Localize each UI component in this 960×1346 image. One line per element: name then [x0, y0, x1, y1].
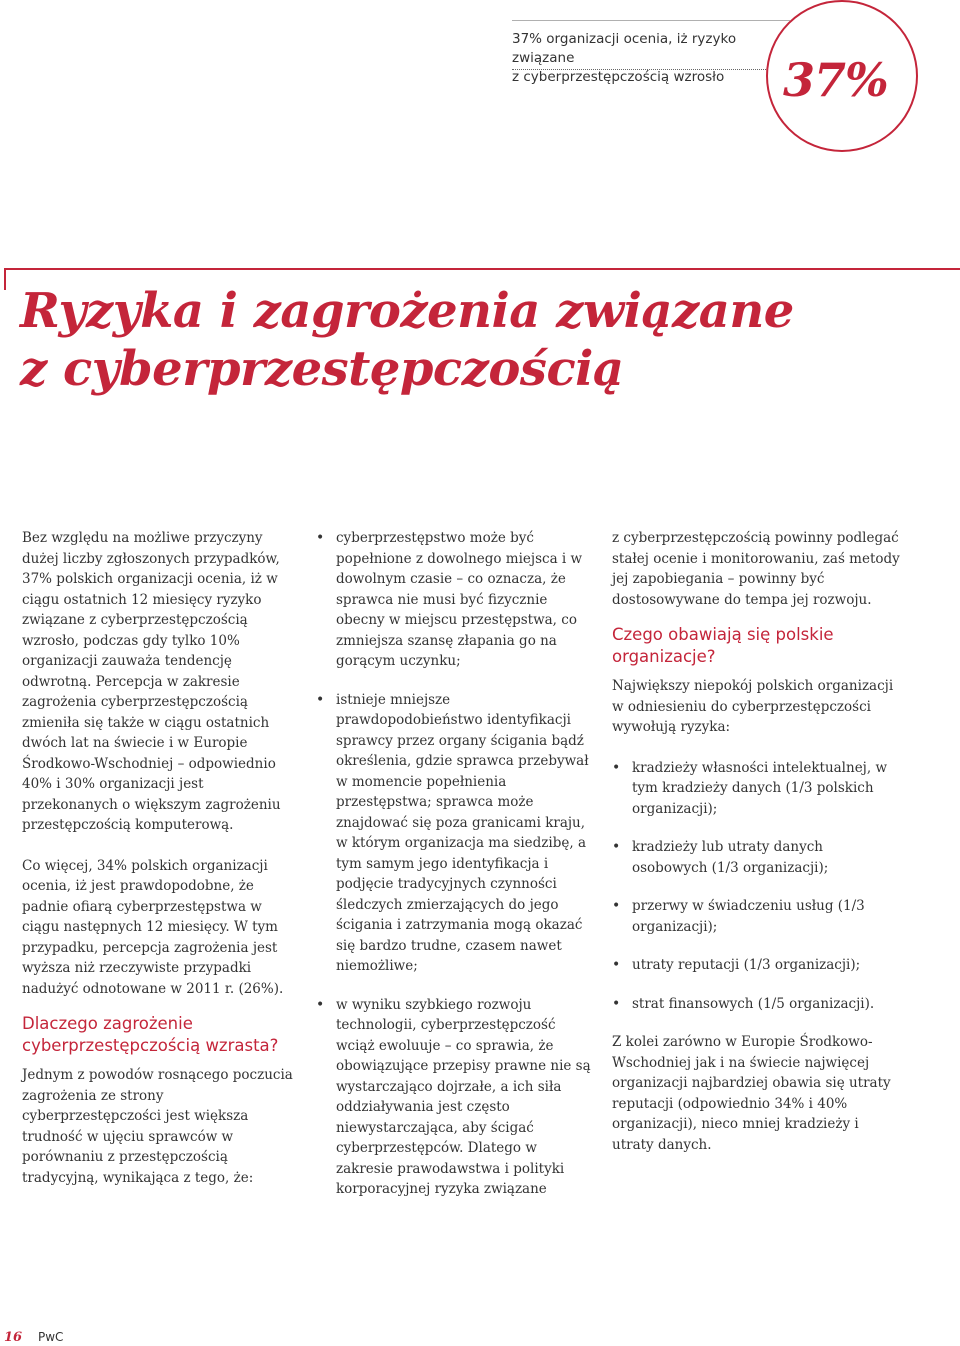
list-item: • cyberprzestępstwo może być popełnione z dowolnego miejsca i w dowolnym czasie – co oznacza, że sprawca nie musi być fizycznie obecny w miejscu przestępstwa, co zmniejsza szansę złapania go na gorącym uczynku; [316, 528, 592, 672]
paragraph: Z kolei zarówno w Europie Środkowo-Wschodniej jak i na świecie najwięcej organizacji najbardziej obawia się utraty reputacji (odpowiednio 34% i 40% organizacji), nieco mniej kradzieży i utraty danych. [612, 1034, 891, 1153]
paragraph: Jednym z powodów rosnącego poczucia zagrożenia ze strony cyberprzestępczości jest większa trudność w ujęciu sprawców w porównaniu z przestępczością tradycyjną, wynikająca z tego, że: [22, 1067, 293, 1186]
callout-dotted-leader [512, 69, 768, 70]
list-item: • w wyniku szybkiego rozwoju technologii, cyberprzestępczość wciąż ewoluuje – co sprawia, że obowiązujące przepisy prawne nie są wystarczająco dojrzałe, a ich siła oddziaływania jest często niewystarczająca, aby ścigać cyberprzestępców. Dlatego w zakresie prawodawstwa i polityki korporacyjnej ryzyka związane [316, 995, 592, 1200]
bullet-list [612, 758, 902, 1015]
list-item: • strat finansowych (1/5 organizacji). [612, 994, 902, 1015]
page-title [20, 282, 950, 398]
paragraph: Największy niepokój polskich organizacji w odniesieniu do cyberprzestępczości wywołują ryzyka: [612, 678, 894, 735]
page-number: 16 [4, 1330, 23, 1345]
bullet-list [316, 528, 592, 1200]
callout-rule [512, 20, 790, 21]
column-2 [316, 528, 592, 1218]
list-item: • przerwy w świadczeniu usług (1/3 organizacji); [612, 896, 902, 937]
paragraph: Bez względu na możliwe przyczyny dużej liczby zgłoszonych przypadków, 37% polskich organizacji ocenia, iż w ciągu ostatnich 12 miesięcy ryzyko związane z cyberprzestępczością wzrosło, podczas gdy tylko 10% organizacji zauważa tendencję odwrotną. Percepcja w zakresie zagrożenia cyberprzestępczością zmieniła się także w ciągu ostatnich dwóch lat na świecie i w Europie Środkowo-Wschodniej – odpowiednio 40% i 30% organizacji jest przekonanych o większym zagrożeniu przestępczością komputerową. [22, 530, 281, 833]
stat-value: 37% [783, 53, 888, 107]
paragraph: z cyberprzestępczością powinny podlegać stałej ocenie i monitorowaniu, zaś metody jej zapobiegania – powinny być dostosowywane do tempa jej rozwoju. [612, 530, 900, 608]
callout-text [512, 30, 782, 87]
section-heading: Dlaczego zagrożenie cyberprzestępczością wzrasta? [22, 1014, 279, 1055]
list-item: • istnieje mniejsze prawdopodobieństwo identyfikacji sprawcy przez organy ścigania bądź określenia, gdzie sprawca przebywał w momencie popełnienia przestępstwa; sprawca może znajdować się poza granicami kraju, w którym organizacja ma siedzibę, a tym samym jego identyfikacja i podjęcie tradycyjnych czynności śledczych zmierzających do jego ścigania i zatrzymania mogą okazać się bardzo trudne, czasem nawet niemożliwe; [316, 690, 592, 977]
callout-line-2: z cyberprzestępczością wzrosło [512, 69, 725, 85]
title-line-1: Ryzyka i zagrożenia związane [20, 283, 794, 339]
callout-line-1: 37% organizacji ocenia, iż ryzyko związane [512, 31, 737, 66]
title-line-2: z cyberprzestępczością [20, 341, 624, 397]
column-3 [612, 528, 902, 1155]
column-1 [22, 528, 298, 1188]
brand-label: PwC [38, 1330, 64, 1344]
section-heading: Czego obawiają się polskie organizacje? [612, 625, 834, 666]
list-item: • utraty reputacji (1/3 organizacji); [612, 955, 902, 976]
title-bracket-mark [4, 268, 6, 290]
paragraph: Co więcej, 34% polskich organizacji ocenia, iż jest prawdopodobne, że padnie ofiarą cyberprzestępstwa w ciągu następnych 12 miesięcy. W tym przypadku, percepcja zagrożenia jest wyższa niż rzeczywiste przypadki nadużyć odnotowane w 2011 r. (26%). [22, 857, 284, 997]
list-item: • kradzieży własności intelektualnej, w tym kradzieży danych (1/3 polskich organizacji); [612, 758, 902, 820]
list-item: • kradzieży lub utraty danych osobowych (1/3 organizacji); [612, 837, 902, 878]
title-bracket [4, 268, 960, 282]
